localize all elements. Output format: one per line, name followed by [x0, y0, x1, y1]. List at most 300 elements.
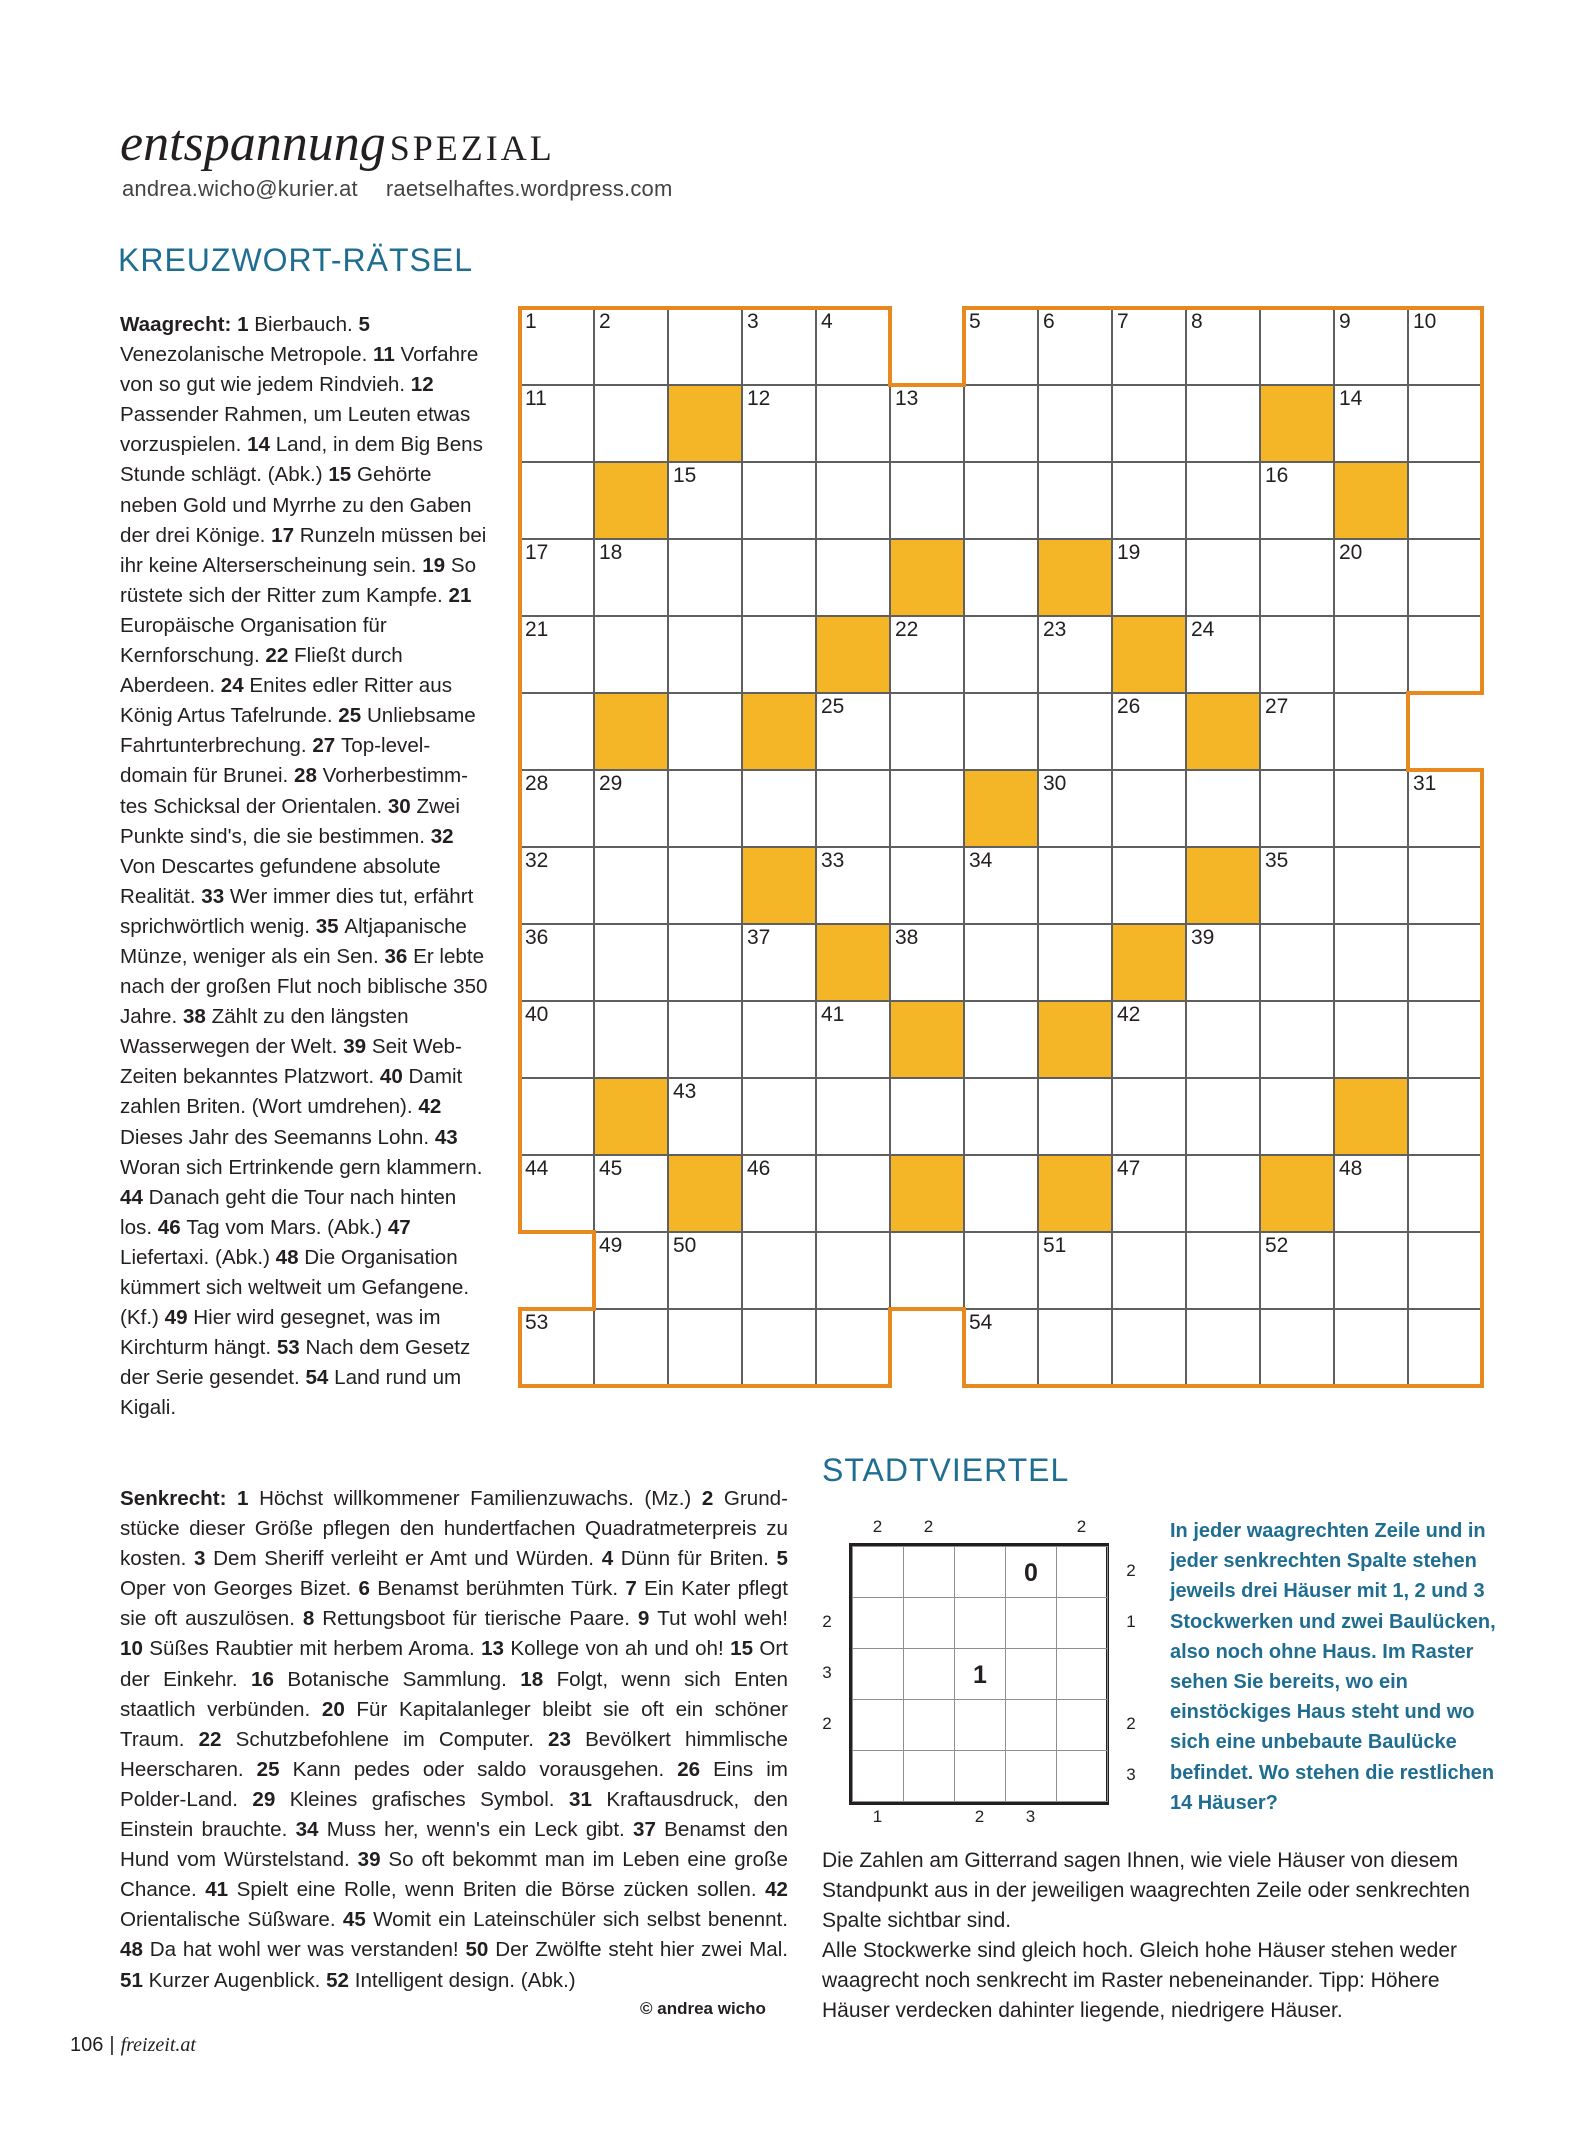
stadtviertel-cell[interactable] — [954, 1546, 1006, 1598]
clue-text: Süßes Raubtier mit herbem Aroma. — [149, 1637, 482, 1661]
down-clue — [602, 1547, 777, 1570]
crossword-cell[interactable] — [742, 924, 816, 1001]
crossword-cell[interactable] — [1334, 539, 1408, 616]
crossword-cell[interactable] — [1260, 770, 1334, 847]
clue-number: 40 — [379, 1065, 409, 1089]
crossword-cell[interactable] — [1038, 616, 1112, 693]
across-clue — [237, 313, 358, 336]
crossword-cell[interactable] — [964, 1309, 1038, 1386]
clue-number-label: 36 — [525, 926, 549, 949]
crossword-cell[interactable] — [816, 308, 890, 385]
down-clue — [237, 1487, 702, 1510]
crossword-cell[interactable] — [1112, 1232, 1186, 1309]
clue-number-label: 39 — [1191, 926, 1215, 949]
stadtviertel-cell[interactable] — [1056, 1546, 1108, 1598]
crossword-cell[interactable] — [1186, 1078, 1260, 1155]
crossword-cell[interactable] — [1408, 1232, 1482, 1309]
crossword-cell[interactable] — [890, 1232, 964, 1309]
crossword-cell[interactable] — [890, 693, 964, 770]
crossword-cell[interactable] — [742, 616, 816, 693]
stadtviertel-cell[interactable] — [1056, 1699, 1108, 1751]
clue-number: 36 — [384, 944, 414, 968]
crossword-cell[interactable] — [594, 385, 668, 462]
clue-text: Kraftausdruck, den Einstein brauchte. — [120, 1787, 788, 1842]
crossword-border — [888, 383, 966, 387]
crossword-cell[interactable] — [1038, 847, 1112, 924]
clue-text: Spielt eine Rolle, wenn Briten die Börse zücken sollen. — [236, 1878, 766, 1902]
clue-number-label: 27 — [1265, 695, 1289, 718]
magazine-title — [120, 115, 555, 172]
crossword-cell[interactable] — [1186, 539, 1260, 616]
clues-across-list — [120, 313, 487, 1419]
crossword-cell[interactable] — [1334, 1232, 1408, 1309]
stadtviertel-cell[interactable] — [903, 1648, 955, 1700]
clue-number-label: 33 — [821, 849, 845, 872]
clue-number: 43 — [434, 1125, 458, 1149]
crossword-cell[interactable] — [1408, 1001, 1482, 1078]
crossword-cell[interactable] — [1408, 385, 1482, 462]
crossword-cell[interactable] — [964, 616, 1038, 693]
crossword-cell[interactable] — [1334, 847, 1408, 924]
crossword-cell[interactable] — [1038, 693, 1112, 770]
crossword-cell[interactable] — [668, 616, 742, 693]
crossword-block — [1112, 924, 1186, 1001]
crossword-cell[interactable] — [668, 308, 742, 385]
stadtviertel-cell[interactable] — [1056, 1597, 1108, 1649]
crossword-cell[interactable] — [1038, 1309, 1112, 1386]
crossword-cell[interactable] — [1112, 1078, 1186, 1155]
crossword-cell[interactable] — [1260, 1309, 1334, 1386]
stadtviertel-cell[interactable] — [852, 1648, 904, 1700]
clue-number: 42 — [765, 1878, 788, 1902]
clue-number-label: 40 — [525, 1003, 549, 1026]
crossword-cell[interactable] — [964, 847, 1038, 924]
crossword-cell[interactable] — [594, 616, 668, 693]
clue-text: Europäische Organisation für Kernforschung. — [120, 613, 387, 668]
clue-number: 52 — [326, 1968, 355, 1992]
hint-left: 2 — [822, 1713, 832, 1733]
crossword-cell[interactable] — [1038, 462, 1112, 539]
clue-text: Vorfahre von so gut wie jedem Rindvieh. — [120, 343, 479, 397]
crossword-border — [518, 1076, 522, 1157]
crossword-cell[interactable] — [890, 385, 964, 462]
crossword-cell[interactable] — [1408, 847, 1482, 924]
clue-number-label: 51 — [1043, 1234, 1067, 1257]
crossword-cell[interactable] — [520, 462, 594, 539]
clue-text: Gehörte neben Gold und Myrrhe zu den Gaben der drei Könige. — [120, 463, 472, 547]
crossword-block — [1334, 462, 1408, 539]
clue-text: Die Organisation kümmert sich weltweit um Gefangene. (Kf.) — [120, 1245, 470, 1330]
clue-text: Botanische Sammlung. — [287, 1667, 521, 1691]
crossword-cell[interactable] — [668, 924, 742, 1001]
stadtviertel-cell[interactable] — [852, 1546, 904, 1598]
stadtviertel-cell[interactable] — [852, 1597, 904, 1649]
crossword-cell[interactable] — [816, 385, 890, 462]
clue-number: 47 — [387, 1215, 411, 1239]
down-clue — [638, 1607, 788, 1630]
crossword-cell[interactable] — [964, 539, 1038, 616]
crossword-title: KREUZWORT-RÄTSEL — [118, 242, 473, 278]
crossword-cell[interactable] — [1186, 1001, 1260, 1078]
crossword-cell[interactable] — [1112, 770, 1186, 847]
crossword-cell[interactable] — [742, 1078, 816, 1155]
crossword-cell[interactable] — [520, 1001, 594, 1078]
crossword-cell[interactable] — [890, 847, 964, 924]
crossword-cell[interactable] — [742, 385, 816, 462]
crossword-cell[interactable] — [742, 462, 816, 539]
crossword-cell[interactable] — [1186, 308, 1260, 385]
clue-number: 46 — [157, 1215, 187, 1239]
clue-number: 25 — [256, 1757, 293, 1781]
clue-number-label: 1 — [525, 310, 537, 333]
clue-text: Land, in dem Big Bens Stunde schlägt. (Abk.) — [120, 433, 483, 487]
down-clue — [120, 1969, 326, 1992]
stadtviertel-cell[interactable] — [1005, 1597, 1057, 1649]
crossword-cell[interactable] — [668, 693, 742, 770]
footer-site[interactable]: freizeit.at — [120, 2034, 196, 2056]
crossword-cell[interactable] — [520, 924, 594, 1001]
crossword-cell[interactable] — [1112, 539, 1186, 616]
crossword-cell[interactable] — [1260, 1232, 1334, 1309]
clue-number-label: 25 — [821, 695, 845, 718]
clue-number: 50 — [465, 1938, 496, 1962]
crossword-cell[interactable] — [964, 385, 1038, 462]
stadtviertel-cell[interactable] — [1056, 1648, 1108, 1700]
crossword-cell[interactable] — [816, 770, 890, 847]
down-clue — [303, 1607, 638, 1630]
crossword-cell[interactable] — [1334, 385, 1408, 462]
crossword-cell[interactable] — [1112, 1001, 1186, 1078]
crossword-cell[interactable] — [1186, 924, 1260, 1001]
crossword-cell[interactable] — [816, 1001, 890, 1078]
crossword-cell[interactable] — [1408, 924, 1482, 1001]
clue-number: 8 — [302, 1607, 323, 1631]
crossword-cell[interactable] — [890, 770, 964, 847]
crossword-cell[interactable] — [1334, 1001, 1408, 1078]
crossword-cell[interactable] — [1186, 385, 1260, 462]
stadtviertel-grid[interactable] — [849, 1543, 1109, 1805]
crossword-cell[interactable] — [1260, 308, 1334, 385]
crossword-cell[interactable] — [520, 693, 594, 770]
clue-text: Damit zahlen Briten. (Wort umdrehen). — [120, 1065, 463, 1119]
crossword-cell[interactable] — [1038, 924, 1112, 1001]
crossword-cell[interactable] — [668, 1001, 742, 1078]
clue-text: Oper von Georges Bizet. — [120, 1577, 359, 1601]
crossword-cell[interactable] — [964, 1001, 1038, 1078]
clue-number: 12 — [410, 373, 434, 397]
crossword-cell[interactable] — [520, 385, 594, 462]
clues-down — [120, 1484, 788, 1996]
crossword-border — [518, 537, 522, 618]
crossword-cell[interactable] — [1186, 1232, 1260, 1309]
hint-left: 3 — [822, 1662, 832, 1682]
clue-number: 53 — [276, 1336, 306, 1360]
crossword-block — [1038, 539, 1112, 616]
crossword-cell[interactable] — [1408, 616, 1482, 693]
crossword-cell[interactable] — [964, 693, 1038, 770]
crossword-cell[interactable] — [1112, 308, 1186, 385]
crossword-cell[interactable] — [816, 1155, 890, 1232]
clue-number: 18 — [520, 1667, 557, 1691]
clue-text: Rettungsboot für tierische Paare. — [322, 1607, 638, 1631]
stadtviertel-cell[interactable] — [903, 1597, 955, 1649]
crossword-cell[interactable] — [742, 1155, 816, 1232]
clue-text: Eins im Polder-Land. — [120, 1757, 788, 1811]
crossword-cell[interactable] — [1334, 616, 1408, 693]
crossword-cell[interactable] — [1038, 385, 1112, 462]
crossword-cell[interactable] — [742, 770, 816, 847]
crossword-cell[interactable] — [520, 1078, 594, 1155]
crossword-cell[interactable] — [816, 1078, 890, 1155]
crossword-cell[interactable] — [1408, 1309, 1482, 1386]
stadtviertel-cell[interactable] — [903, 1546, 955, 1598]
stadtviertel-cell[interactable] — [954, 1699, 1006, 1751]
crossword-cell[interactable] — [1186, 616, 1260, 693]
crossword-cell[interactable] — [964, 462, 1038, 539]
footer-separator: | — [109, 2034, 115, 2056]
crossword-cell[interactable] — [520, 539, 594, 616]
crossword-cell[interactable] — [520, 1309, 594, 1386]
crossword-cell[interactable] — [816, 1309, 890, 1386]
crossword-cell[interactable] — [964, 1155, 1038, 1232]
clue-number-label: 20 — [1339, 541, 1363, 564]
crossword-cell[interactable] — [1186, 1309, 1260, 1386]
clue-number-label: 49 — [599, 1234, 623, 1257]
clue-number: 15 — [730, 1637, 760, 1661]
clue-text: Er lebte nach der großen Flut noch biblische 350 Jahre. — [120, 944, 488, 1029]
crossword-cell[interactable] — [1038, 770, 1112, 847]
crossword-cell[interactable] — [1408, 308, 1482, 385]
crossword-border — [1480, 768, 1484, 849]
crossword-cell[interactable] — [1260, 462, 1334, 539]
crossword-cell[interactable] — [964, 308, 1038, 385]
crossword-cell[interactable] — [1260, 693, 1334, 770]
crossword-cell[interactable] — [1334, 924, 1408, 1001]
crossword-block — [742, 693, 816, 770]
crossword-cell[interactable] — [1334, 1155, 1408, 1232]
crossword-block — [1038, 1001, 1112, 1078]
clue-number-label: 44 — [525, 1157, 549, 1180]
crossword-cell[interactable] — [1260, 924, 1334, 1001]
clue-text: Vorherbestimmtes Schicksal der Orientalen. — [120, 764, 468, 818]
clue-number: 4 — [601, 1547, 621, 1571]
crossword-cell[interactable] — [594, 539, 668, 616]
crossword-cell[interactable] — [520, 1155, 594, 1232]
crossword-cell[interactable] — [668, 1309, 742, 1386]
stadtviertel-cell[interactable] — [954, 1750, 1006, 1802]
hint-right: 3 — [1126, 1764, 1136, 1784]
crossword-cell[interactable] — [1408, 462, 1482, 539]
crossword-block — [594, 462, 668, 539]
crossword-cell[interactable] — [1260, 1001, 1334, 1078]
crossword-cell[interactable] — [1112, 847, 1186, 924]
crossword-cell[interactable] — [594, 1155, 668, 1232]
clue-text: Altjapanische Münze, weniger als ein Sen. — [120, 914, 467, 968]
down-clue — [205, 1878, 765, 1901]
crossword-cell[interactable] — [594, 924, 668, 1001]
crossword-border — [666, 306, 744, 310]
crossword-cell[interactable] — [1334, 693, 1408, 770]
crossword-cell[interactable] — [668, 539, 742, 616]
clue-number: 11 — [373, 343, 401, 367]
crossword-cell[interactable] — [1038, 1232, 1112, 1309]
clue-text: Runzeln müssen bei ihr keine Alterserscheinung sein. — [120, 523, 487, 577]
clue-text: Liefertaxi. (Abk.) — [120, 1245, 276, 1269]
crossword-cell[interactable] — [816, 847, 890, 924]
stadtviertel-cell[interactable]: 0 — [1005, 1546, 1057, 1598]
crossword-cell[interactable] — [1408, 770, 1482, 847]
crossword-cell[interactable] — [890, 616, 964, 693]
crossword-cell[interactable] — [668, 1078, 742, 1155]
crossword-cell[interactable] — [668, 1232, 742, 1309]
crossword-cell[interactable] — [816, 462, 890, 539]
crossword-cell[interactable] — [816, 1232, 890, 1309]
crossword-cell[interactable] — [964, 1232, 1038, 1309]
crossword-border — [1480, 999, 1484, 1080]
clue-text: Ort der Einkehr. — [120, 1637, 789, 1691]
crossword-cell[interactable] — [594, 308, 668, 385]
stadtviertel-cell[interactable] — [852, 1699, 904, 1751]
crossword-border — [1110, 306, 1188, 310]
crossword-cell[interactable] — [742, 1001, 816, 1078]
crossword-border — [518, 1153, 522, 1234]
crossword-cell[interactable] — [1186, 1155, 1260, 1232]
crossword-cell[interactable] — [1112, 693, 1186, 770]
author-website[interactable]: raetselhaftes.wordpress.com — [385, 176, 673, 201]
clue-number: 35 — [315, 914, 345, 938]
crossword-cell[interactable] — [594, 1001, 668, 1078]
crossword-border — [740, 1384, 818, 1388]
crossword-cell[interactable] — [1408, 1078, 1482, 1155]
clue-number-label: 11 — [525, 387, 547, 410]
crossword-cell[interactable] — [890, 1078, 964, 1155]
crossword-cell[interactable] — [742, 539, 816, 616]
crossword-cell[interactable] — [594, 847, 668, 924]
crossword-cell[interactable] — [1112, 1309, 1186, 1386]
clue-number-label: 21 — [525, 618, 549, 641]
clue-text: Zwei Punkte sind's, die sie bestimmen. — [120, 794, 460, 848]
crossword-cell[interactable] — [890, 462, 964, 539]
crossword-block — [1334, 1078, 1408, 1155]
crossword-cell[interactable] — [742, 1232, 816, 1309]
clue-text: Kollege von ah und oh! — [510, 1637, 731, 1661]
stadtviertel-description — [822, 1846, 1502, 2026]
crossword-cell[interactable] — [1260, 847, 1334, 924]
crossword-cell[interactable] — [816, 539, 890, 616]
stadtviertel-cell[interactable] — [1005, 1750, 1057, 1802]
crossword-cell[interactable] — [816, 693, 890, 770]
crossword-cell[interactable] — [1112, 1155, 1186, 1232]
crossword-cell[interactable] — [668, 770, 742, 847]
crossword-cell[interactable] — [668, 847, 742, 924]
crossword-cell[interactable] — [1260, 1078, 1334, 1155]
crossword-cell[interactable] — [1038, 308, 1112, 385]
clue-number: 21 — [448, 583, 472, 607]
crossword-cell[interactable] — [1408, 1155, 1482, 1232]
crossword-cell[interactable] — [1260, 539, 1334, 616]
crossword-cell[interactable] — [742, 308, 816, 385]
stadtviertel-cell[interactable] — [954, 1597, 1006, 1649]
clue-text: So oft bekommt man im Leben eine große Chance. — [120, 1848, 788, 1902]
clue-number: 49 — [164, 1306, 194, 1330]
crossword-cell[interactable] — [1334, 308, 1408, 385]
clue-number: 45 — [342, 1908, 374, 1932]
crossword-cell[interactable] — [594, 1309, 668, 1386]
stadtviertel-cell[interactable] — [852, 1750, 904, 1802]
crossword-border — [888, 1307, 892, 1388]
crossword-block — [594, 693, 668, 770]
crossword-cell[interactable] — [1112, 385, 1186, 462]
clue-number-label: 31 — [1413, 772, 1437, 795]
crossword-cell[interactable] — [1112, 462, 1186, 539]
crossword-border — [518, 460, 522, 541]
author-email[interactable]: andrea.wicho@kurier.at — [122, 176, 358, 201]
crossword-cell[interactable] — [1038, 1078, 1112, 1155]
crossword-cell[interactable] — [742, 1309, 816, 1386]
crossword-cell[interactable] — [520, 770, 594, 847]
crossword-cell[interactable] — [1186, 770, 1260, 847]
stadtviertel-cell[interactable] — [1005, 1699, 1057, 1751]
crossword-cell[interactable] — [520, 847, 594, 924]
crossword-cell[interactable] — [1260, 616, 1334, 693]
crossword-cell[interactable] — [594, 1232, 668, 1309]
crossword-cell[interactable] — [890, 924, 964, 1001]
clue-number: 5 — [776, 1547, 788, 1571]
clue-text: Top-level-domain für Brunei. — [120, 734, 431, 788]
hint-right: 2 — [1126, 1560, 1136, 1580]
clue-text: Tag vom Mars. (Abk.) — [186, 1215, 388, 1239]
clue-text: Unliebsame Fahrtunterbrechung. — [120, 704, 476, 758]
clue-number: 37 — [632, 1818, 665, 1842]
clue-text: Folgt, wenn sich Enten staatlich verbünden. — [120, 1667, 788, 1721]
stadtviertel-cell[interactable] — [1056, 1750, 1108, 1802]
hint-right: 2 — [1126, 1713, 1136, 1733]
crossword-border — [740, 306, 818, 310]
crossword-cell[interactable] — [1334, 770, 1408, 847]
clue-text: So rüstete sich der Ritter zum Kampfe. — [120, 553, 477, 607]
crossword-block — [742, 847, 816, 924]
crossword-border — [592, 306, 670, 310]
crossword-border — [1480, 845, 1484, 926]
crossword-cell[interactable] — [520, 616, 594, 693]
crossword-block — [1186, 693, 1260, 770]
crossword-cell[interactable] — [594, 770, 668, 847]
crossword-cell[interactable] — [964, 1078, 1038, 1155]
clue-number: 33 — [201, 884, 230, 908]
crossword-border — [1406, 768, 1484, 772]
crossword-border — [518, 306, 596, 310]
crossword-cell[interactable] — [1334, 1309, 1408, 1386]
crossword-cell[interactable] — [1186, 462, 1260, 539]
stadtviertel-cell[interactable] — [1005, 1648, 1057, 1700]
contact-line — [122, 176, 673, 202]
crossword-cell[interactable] — [1408, 539, 1482, 616]
crossword-grid[interactable] — [520, 308, 1471, 1388]
down-clue — [465, 1938, 788, 1961]
crossword-cell[interactable] — [520, 308, 594, 385]
clue-number: 51 — [120, 1968, 149, 1992]
crossword-border — [1184, 1384, 1262, 1388]
clue-number: 48 — [120, 1938, 150, 1962]
crossword-border — [1480, 383, 1484, 464]
stadtviertel-cell[interactable] — [903, 1750, 955, 1802]
clue-number-label: 6 — [1043, 310, 1055, 333]
down-clue — [251, 1668, 520, 1691]
stadtviertel-cell[interactable]: 1 — [954, 1648, 1006, 1700]
crossword-cell[interactable] — [964, 924, 1038, 1001]
crossword-cell[interactable] — [668, 462, 742, 539]
stadtviertel-cell[interactable] — [903, 1699, 955, 1751]
